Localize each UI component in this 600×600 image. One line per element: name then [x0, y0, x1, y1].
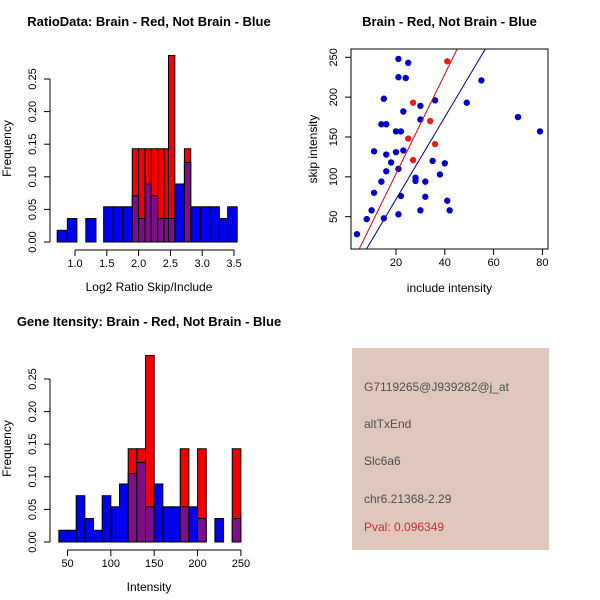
- x-tick-label: 50: [61, 558, 74, 570]
- y-axis-label: Frequency: [0, 420, 14, 477]
- scatter-point-notbrain: [417, 207, 423, 213]
- y-tick-label: 0.25: [27, 368, 39, 390]
- scatter-point-notbrain: [464, 100, 470, 106]
- y-tick-label: 200: [328, 87, 340, 107]
- histogram-overlap-bar: [146, 507, 155, 542]
- scatter-point-notbrain: [429, 158, 435, 164]
- scatter-point-brain: [410, 100, 416, 106]
- histogram-overlap-bar: [164, 219, 168, 242]
- x-tick-label: 1.0: [67, 258, 83, 270]
- scatter-point-notbrain: [437, 171, 443, 177]
- x-axis-label: Intensity: [126, 580, 172, 594]
- y-axis-label: Frequency: [0, 120, 14, 177]
- scatter-point-notbrain: [371, 148, 377, 154]
- chart-title: Gene Itensity: Brain - Red, Not Brain - Blue: [16, 314, 282, 329]
- histogram-bar: [200, 207, 210, 242]
- histogram-bar: [228, 207, 238, 242]
- histogram-overlap-bar: [180, 507, 189, 542]
- histogram-overlap-bar: [168, 219, 174, 242]
- histogram-bar: [219, 219, 227, 242]
- y-tick-label: 0.00: [27, 531, 39, 553]
- y-tick-label: 100: [328, 167, 340, 187]
- scatter-point-brain: [444, 58, 450, 64]
- histogram-bar: [86, 219, 96, 242]
- probe-id-text: G7119265@J939282@j_at: [364, 380, 509, 394]
- y-tick-label: 0.20: [27, 100, 39, 123]
- chart-title: Brain - Red, Not Brain - Blue: [362, 14, 537, 29]
- y-tick-label: 0.10: [27, 166, 39, 188]
- scatter-point-notbrain: [383, 168, 389, 174]
- scatter-point-notbrain: [442, 160, 448, 166]
- histogram-bar: [67, 219, 77, 242]
- y-axis-label: skip intensity: [306, 114, 320, 184]
- histogram-bar: [102, 496, 111, 542]
- scatter-point-notbrain: [422, 194, 428, 200]
- y-tick-label: 250: [328, 48, 340, 67]
- scatter-point-notbrain: [364, 216, 370, 222]
- histogram-bar: [210, 207, 220, 242]
- scatter-point-notbrain: [403, 75, 409, 81]
- gene-symbol-text: Slc6a6: [364, 454, 401, 468]
- histogram-overlap-bar: [128, 474, 137, 542]
- histogram-bar: [189, 507, 198, 542]
- x-tick-label: 60: [487, 257, 500, 269]
- x-tick-label: 3.5: [226, 258, 242, 270]
- scatter-point-notbrain: [446, 207, 452, 213]
- notbrain-fit-line: [367, 49, 485, 248]
- scatter-point-notbrain: [398, 193, 404, 199]
- scatter-point-notbrain: [400, 108, 406, 114]
- event-type-text: altTxEnd: [364, 417, 412, 431]
- histogram-bar: [113, 207, 123, 242]
- y-tick-label: 50: [328, 210, 340, 223]
- histogram-overlap-bar: [158, 219, 164, 242]
- x-tick-label: 3.0: [194, 258, 210, 270]
- y-tick-label: 0.00: [27, 231, 39, 253]
- chart-title: RatioData: Brain - Red, Not Brain - Blue: [27, 14, 271, 29]
- histogram-bar: [68, 530, 77, 542]
- scatter-point-notbrain: [371, 190, 377, 196]
- scatter-point-notbrain: [368, 207, 374, 213]
- x-tick-label: 40: [438, 257, 451, 269]
- x-tick-label: 2.0: [130, 258, 147, 270]
- scatter-point-notbrain: [388, 159, 394, 165]
- scatter-point-notbrain: [383, 151, 389, 157]
- x-tick-label: 250: [231, 558, 251, 570]
- scatter-point-notbrain: [398, 128, 404, 134]
- histogram-bar: [111, 507, 120, 542]
- histogram-bar: [76, 496, 85, 542]
- histogram-bar: [94, 530, 103, 542]
- y-tick-label: 0.15: [27, 133, 39, 155]
- gene-info-panel: [352, 348, 549, 550]
- histogram-bar: [57, 230, 67, 242]
- histogram-overlap-bar: [198, 519, 207, 542]
- y-tick-label: 0.10: [27, 466, 39, 488]
- x-axis-label: include intensity: [406, 281, 493, 295]
- x-axis-label: Log2 Ratio Skip/Include: [85, 280, 213, 294]
- y-tick-label: 0.15: [27, 433, 39, 455]
- y-tick-label: 0.25: [27, 68, 39, 90]
- plot-box: [351, 49, 548, 249]
- scatter-point-notbrain: [537, 128, 543, 134]
- histogram-bar: [163, 507, 172, 542]
- x-tick-label: 1.5: [99, 258, 115, 270]
- pval-text: Pval: 0.096349: [364, 520, 445, 534]
- histogram-overlap-bar: [184, 162, 190, 242]
- scatter-point-notbrain: [478, 77, 484, 83]
- histogram-overlap-bar: [139, 219, 145, 242]
- scatter-point-brain: [432, 141, 438, 147]
- ratio-histogram-panel: [0, 0, 300, 300]
- histogram-bar: [59, 530, 68, 542]
- histogram-bar: [172, 507, 181, 542]
- x-tick-label: 150: [145, 558, 164, 570]
- histogram-overlap-bar: [145, 184, 151, 242]
- scatter-point-notbrain: [395, 211, 401, 217]
- x-tick-label: 2.5: [162, 258, 179, 270]
- histogram-bar: [154, 484, 163, 542]
- scatter-point-notbrain: [395, 56, 401, 62]
- histogram-overlap-bar: [151, 196, 157, 242]
- x-tick-label: 80: [536, 257, 549, 269]
- scatter-point-notbrain: [354, 231, 360, 237]
- chromosome-location-text: chr6.21368-2.29: [364, 492, 452, 506]
- histogram-overlap-bar: [137, 462, 146, 542]
- histogram-bar: [168, 56, 174, 242]
- histogram-bar: [175, 184, 185, 242]
- histogram-bar: [85, 519, 94, 542]
- scatter-point-notbrain: [417, 103, 423, 109]
- scatter-point-notbrain: [378, 178, 384, 184]
- y-tick-label: 0.05: [27, 198, 39, 221]
- histogram-bar: [120, 484, 129, 542]
- x-tick-label: 20: [389, 257, 403, 269]
- x-tick-label: 100: [101, 558, 121, 570]
- scatter-point-notbrain: [422, 178, 428, 184]
- scatter-point-notbrain: [381, 96, 387, 102]
- gene-intensity-histogram-panel: [0, 300, 300, 600]
- histogram-bar: [215, 519, 224, 542]
- scatter-point-brain: [405, 135, 411, 141]
- scatter-point-notbrain: [400, 147, 406, 153]
- scatter-point-notbrain: [383, 121, 389, 127]
- histogram-bar: [191, 207, 201, 242]
- histogram-overlap-bar: [232, 519, 241, 542]
- y-tick-label: 150: [328, 127, 340, 147]
- y-tick-label: 0.05: [27, 498, 39, 521]
- histogram-overlap-bar: [132, 196, 138, 242]
- scatter-point-notbrain: [393, 149, 399, 155]
- intensity-scatter-panel: [300, 0, 600, 300]
- x-tick-label: 200: [188, 558, 207, 570]
- scatter-point-notbrain: [515, 114, 521, 120]
- scatter-point-brain: [427, 118, 433, 124]
- scatter-point-notbrain: [412, 174, 418, 180]
- y-tick-label: 0.20: [27, 400, 39, 423]
- scatter-point-notbrain: [395, 74, 401, 80]
- scatter-point-notbrain: [405, 60, 411, 66]
- scatter-point-brain: [410, 157, 416, 163]
- histogram-bar: [104, 207, 114, 242]
- scatter-point-notbrain: [444, 198, 450, 204]
- histogram-bar: [123, 207, 133, 242]
